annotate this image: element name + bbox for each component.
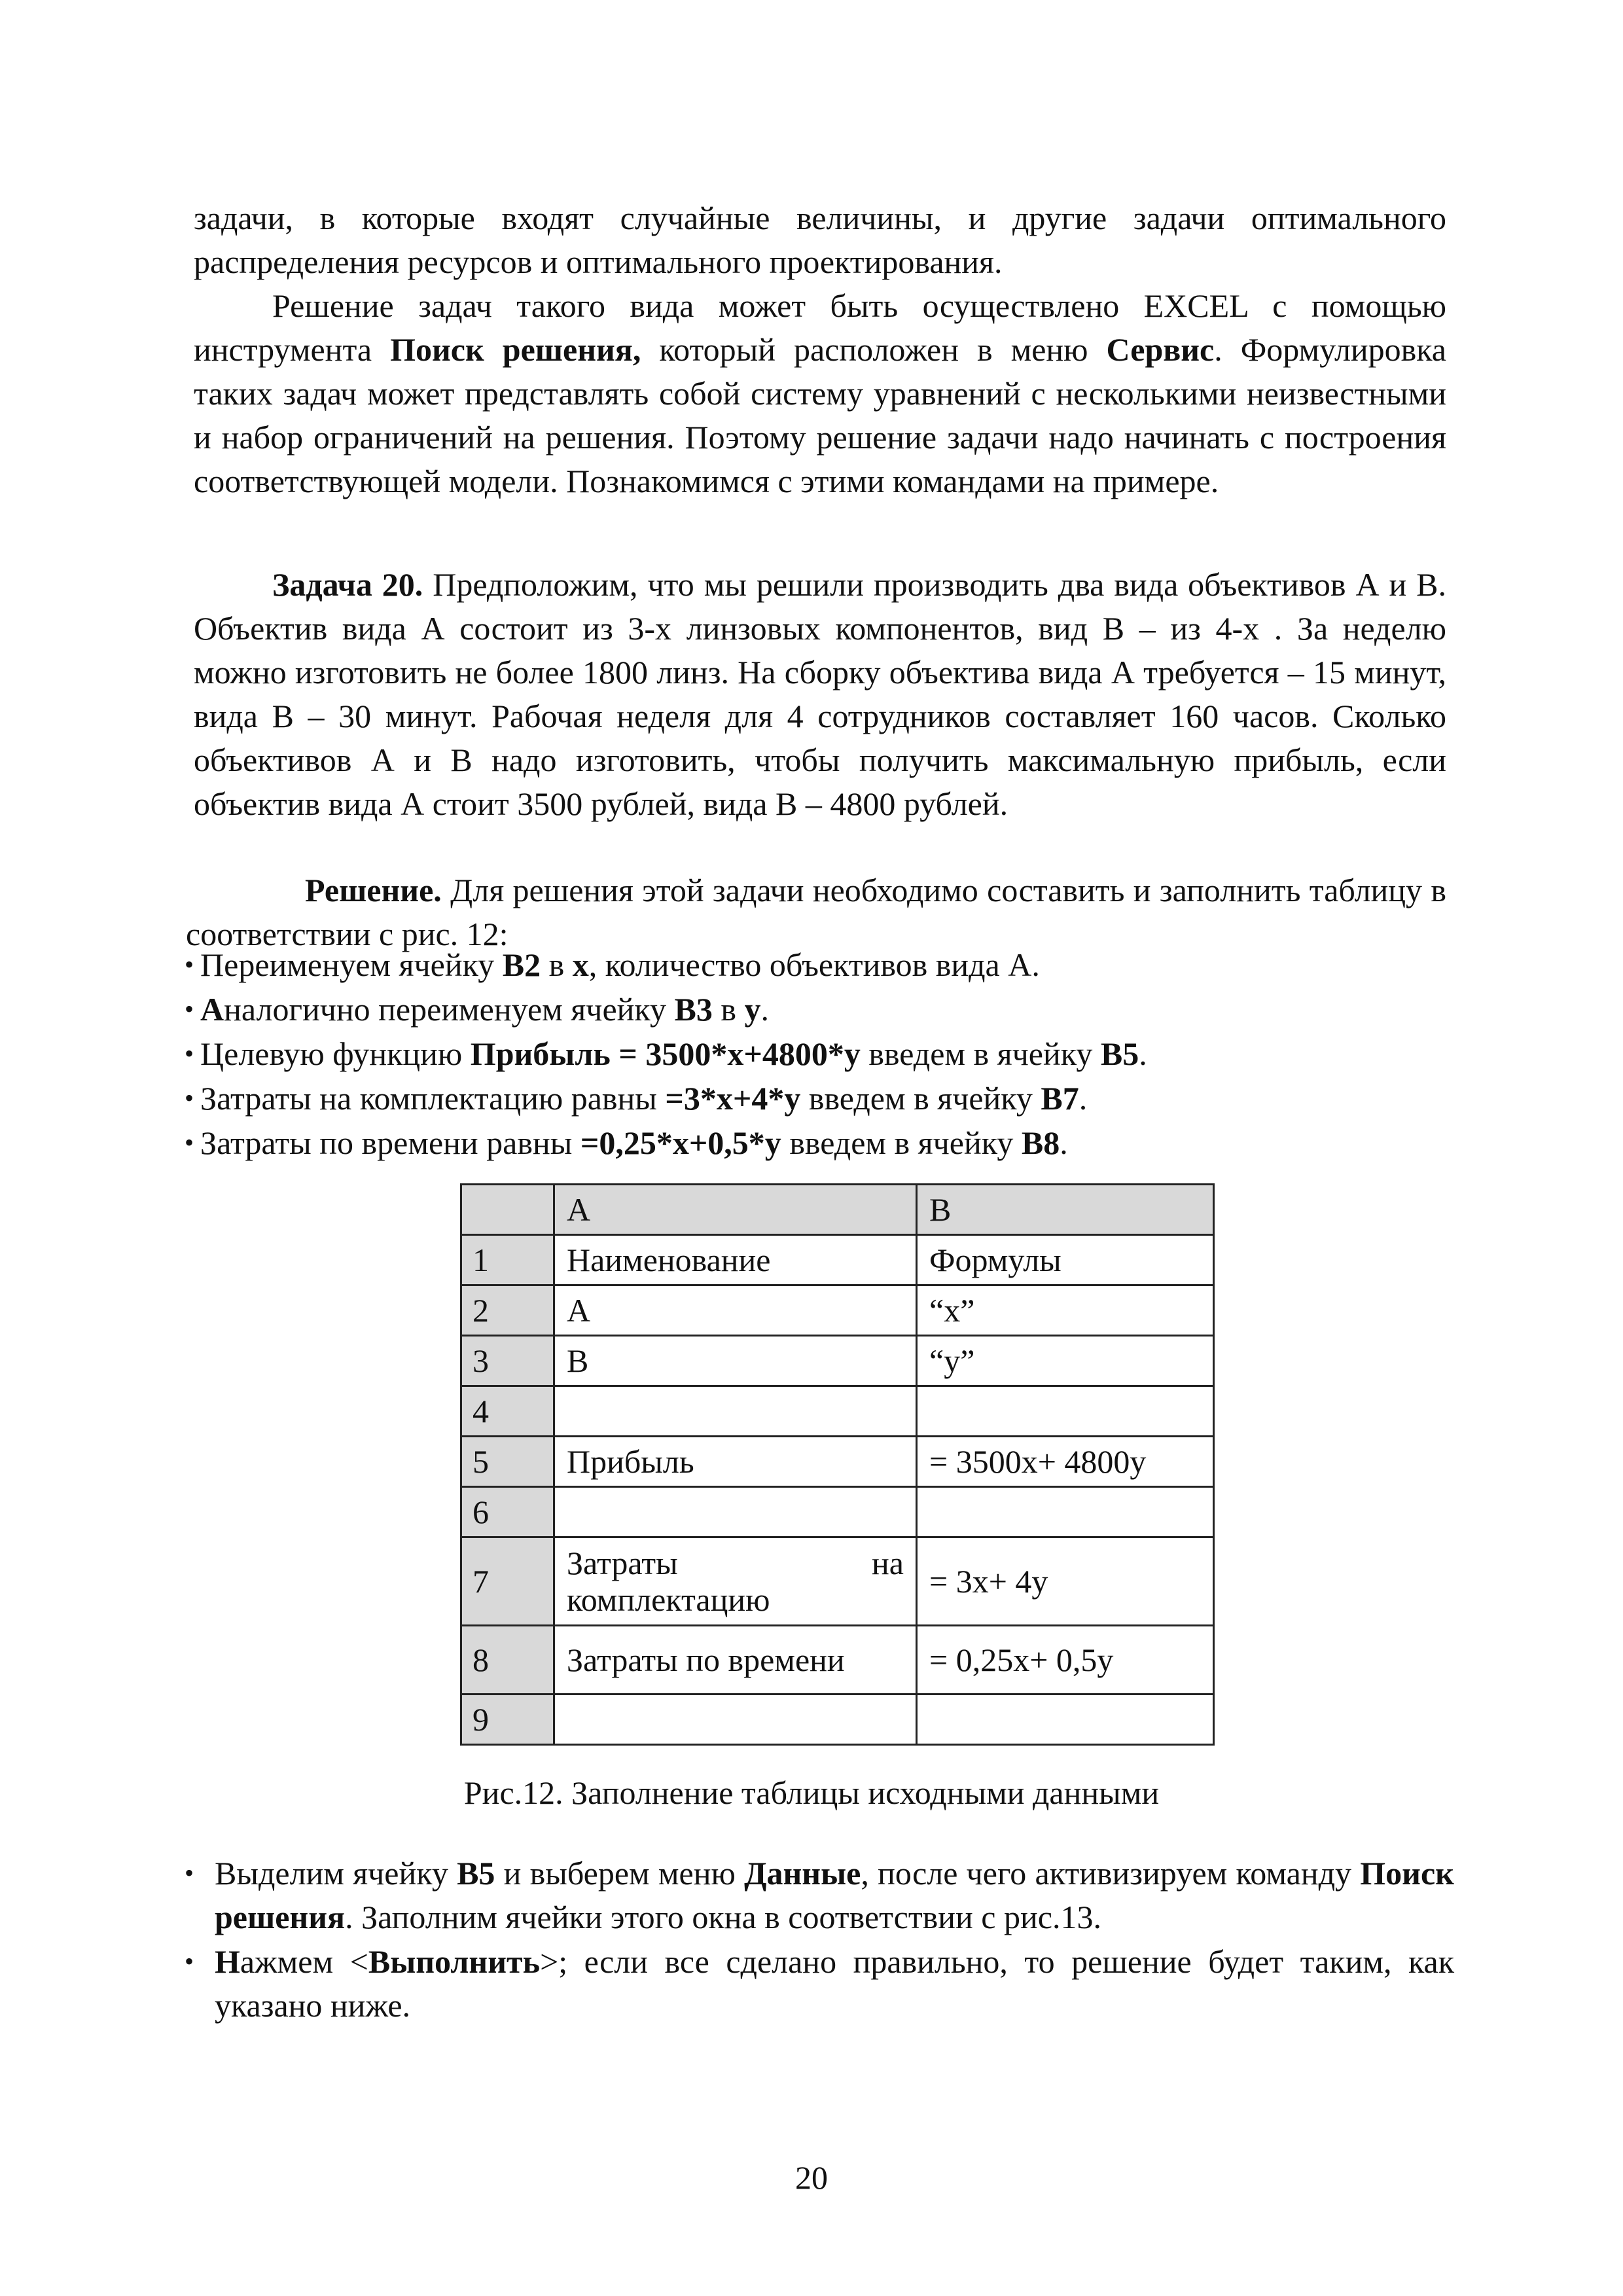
steps-list (185, 1851, 1454, 2028)
table-row (461, 1437, 1214, 1487)
table-row (461, 1285, 1214, 1336)
cell-text: Затраты (567, 1545, 678, 1581)
list-item: • Выделим ячейку B5 и выберем меню Данные, после чего активизируем команду Поиск решения. Заполним ячейки этого окна в соответствии с рис.13. (185, 1851, 1454, 1939)
row-number: 6 (461, 1487, 554, 1537)
table-cell: = 3500x+ 4800y (917, 1437, 1214, 1487)
table-row (461, 1537, 1214, 1626)
table-cell: = 3x+ 4y (917, 1537, 1214, 1626)
list-item: • Аналогично переименуем ячейку B3 в y. (185, 987, 1454, 1031)
table-cell (554, 1386, 917, 1437)
table-row (461, 1235, 1214, 1285)
row-number: 9 (461, 1695, 554, 1745)
cell-text: комплектацию (567, 1581, 770, 1618)
task-text: Предположим, что мы решили производить два вида объективов А и В. Объектив вида А состоит из 3-х линзовых компонентов, вид В – из 4-х . За неделю можно изготовить не более 1800 линз. На сборку объектива вида А требуется – 15 минут, вида В – 30 минут. Рабочая неделя для 4 сотрудников составляет 160 часов. Сколько объективов А и В надо изготовить, чтобы получить максимальную прибыль, если объектив вида А стоит 3500 рублей, вида В – 4800 рублей. (194, 566, 1446, 822)
table-header-row (461, 1185, 1214, 1235)
text-run: . Формулировка таких задач может представлять собой систему уравнений с несколькими неизвестными и набор ограничений на решения. Поэтому решение задачи надо начинать с построения соответствующей модели. Познакомимся с этими командами на примере. (194, 331, 1446, 499)
table-cell: Прибыль (554, 1437, 917, 1487)
row-number: 8 (461, 1626, 554, 1695)
table-row (461, 1336, 1214, 1386)
row-number: 5 (461, 1437, 554, 1487)
table-cell (554, 1537, 917, 1626)
column-header: B (917, 1185, 1214, 1235)
text-run: Решение задач такого вида может быть осуществлено EXCEL с помощью инструмента (194, 287, 1446, 368)
spreadsheet-figure (460, 1183, 1215, 1746)
figure-caption: Рис.12. Заполнение таблицы исходными данными (463, 1774, 1160, 1811)
page-number: 20 (795, 2159, 828, 2196)
list-item: • Нажмем <Выполнить>; если все сделано правильно, то решение будет таким, как указано ниже. (185, 1939, 1454, 2028)
table-cell: “x” (917, 1285, 1214, 1336)
row-number: 2 (461, 1285, 554, 1336)
row-number: 7 (461, 1537, 554, 1626)
row-number: 4 (461, 1386, 554, 1437)
list-item: • Переименуем ячейку B2 в x, количество объективов вида А. (185, 942, 1454, 987)
table-cell: Наименование (554, 1235, 917, 1285)
table-cell: Затраты по времени (554, 1626, 917, 1695)
row-number: 3 (461, 1336, 554, 1386)
row-number: 1 (461, 1235, 554, 1285)
list-item: • Затраты по времени равны =0,25*x+0,5*y введем в ячейку B8. (185, 1121, 1454, 1165)
list-item: • Целевую функцию Прибыль = 3500*x+4800*y введем в ячейку B5. (185, 1031, 1454, 1076)
table-row (461, 1487, 1214, 1537)
intro-paragraph (194, 196, 1446, 284)
table-cell: “y” (917, 1336, 1214, 1386)
corner-cell (461, 1185, 554, 1235)
table-cell: A (554, 1285, 917, 1336)
task-paragraph (194, 563, 1446, 826)
column-header: A (554, 1185, 917, 1235)
table-row (461, 1626, 1214, 1695)
task-label: Задача 20. (272, 566, 423, 603)
bold-run: Поиск решения, (390, 331, 641, 368)
solution-text: Для решения этой задачи необходимо составить и заполнить таблицу в соответствии с рис. 12: (186, 872, 1446, 952)
table-cell (917, 1695, 1214, 1745)
bullet-list (185, 942, 1454, 1165)
table-row (461, 1386, 1214, 1437)
intro-text: задачи, в которые входят случайные величины, и другие задачи оптимального распределения ресурсов и оптимального проектирования. (194, 200, 1446, 280)
table-cell (554, 1695, 917, 1745)
table-cell: B (554, 1336, 917, 1386)
table-cell: = 0,25x+ 0,5y (917, 1626, 1214, 1695)
table-row (461, 1695, 1214, 1745)
table-cell (917, 1487, 1214, 1537)
bold-run: Сервис (1106, 331, 1215, 368)
list-item: • Затраты на комплектацию равны =3*x+4*y введем в ячейку B7. (185, 1076, 1454, 1121)
table-cell: Формулы (917, 1235, 1214, 1285)
table-cell (917, 1386, 1214, 1437)
text-run: который расположен в меню (641, 331, 1107, 368)
solver-paragraph (194, 284, 1446, 503)
cell-text: на (872, 1545, 904, 1581)
solution-label: Решение. (305, 872, 442, 908)
table-cell (554, 1487, 917, 1537)
